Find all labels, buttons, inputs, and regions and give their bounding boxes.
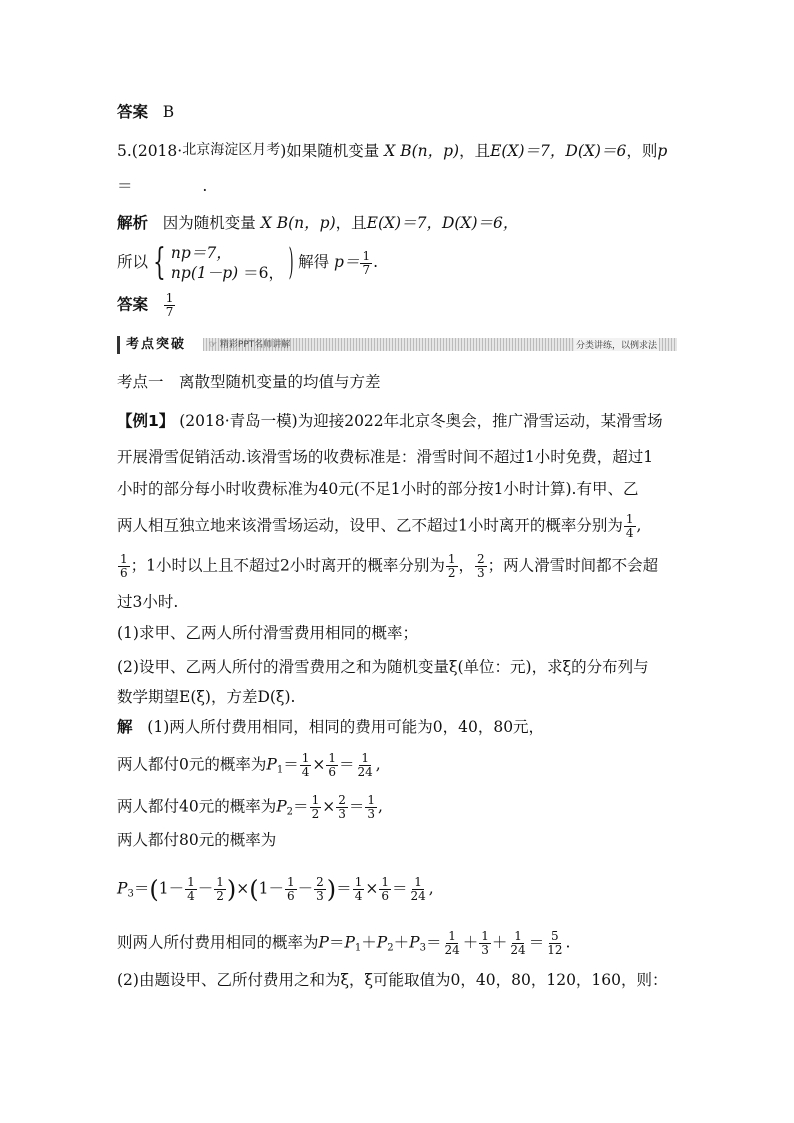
fraction-denominator: 4 — [625, 526, 634, 540]
q5-text-3: ，则 — [626, 142, 658, 160]
fraction-denominator: 7 — [165, 305, 174, 319]
sol5-text: 因为随机变量 — [162, 214, 256, 232]
fraction-denominator: 6 — [328, 765, 336, 779]
system-row-2a: np — [170, 264, 191, 282]
solution-5-system: 所以 { np＝7， np(1－p) ＝6， ) 解得 p＝ $\frac{1}{7}$ . — [117, 242, 379, 283]
fraction-numerator: 5 — [551, 929, 559, 943]
fraction-denominator: 7 — [362, 262, 371, 277]
solution-line-4: 两人都付80元的概率为 — [117, 831, 277, 849]
example-line-2: 开展滑雪促销活动.该滑雪场的收费标准是：滑雪时间不超过1小时免费，超过1 — [117, 448, 654, 466]
solution-text-1: (1)两人所付费用相同，相同的费用可能为0，40，80元， — [147, 718, 545, 736]
fraction — [310, 794, 322, 821]
fraction-numerator: 1 — [311, 793, 320, 807]
question-part-1: (1)求甲、乙两人所付滑雪费用相同的概率； — [117, 624, 418, 642]
fraction — [326, 752, 338, 779]
fraction-numerator: 1 — [216, 875, 224, 889]
sol5-fraction — [360, 250, 372, 277]
fraction-denominator: 2 — [216, 889, 224, 903]
solution-text-6: 则两人所付费用相同的概率为 — [117, 933, 319, 952]
fraction-numerator: 2 — [338, 793, 346, 807]
fraction — [314, 876, 326, 903]
fraction-numerator: 1 — [367, 793, 375, 807]
example-line-3: 小时的部分每小时收费标准为40元(不足1小时的部分按1小时计算).有甲、乙 — [117, 480, 639, 498]
section-title: 考点一 离散型随机变量的均值与方差 — [117, 373, 381, 391]
fraction-2-3 — [475, 553, 487, 580]
example-line-4: 两人相互独立地来该滑雪场运动，设甲、乙不超过1小时离开的概率分别为 $\frac{1}{4}$ , — [117, 512, 642, 540]
q5-equals: ＝ — [117, 177, 133, 195]
fraction-numerator: 1 — [328, 751, 336, 765]
system-row-2b: (1－p) — [190, 264, 239, 282]
fraction — [356, 752, 375, 779]
fraction-1-2 — [446, 553, 458, 580]
fraction — [479, 930, 491, 957]
example-line-6: 过3小时. — [117, 593, 179, 611]
fraction-numerator: 1 — [448, 929, 456, 943]
fraction-numerator: 1 — [362, 248, 371, 263]
fraction-denominator: 2 — [311, 807, 320, 821]
fraction-numerator: 1 — [165, 291, 174, 305]
answer-fraction — [164, 292, 176, 319]
q5-source: 北京海淀区月考 — [182, 142, 281, 158]
sol5-distribution: B(n，p) — [276, 214, 336, 232]
sol5-result: p＝ — [334, 253, 360, 271]
fraction — [545, 930, 564, 957]
analysis-label: 解析 — [117, 214, 149, 232]
fraction-denominator: 6 — [381, 889, 389, 903]
fraction-denominator: 2 — [447, 566, 456, 580]
question-5-line-2 — [117, 176, 207, 196]
fraction-numerator: 1 — [120, 552, 128, 566]
fraction — [185, 876, 197, 903]
fraction-1-4 — [624, 513, 636, 540]
system-row-1: np＝7， — [170, 244, 232, 262]
answer-line-2 — [117, 292, 176, 319]
solution-text-3: 两人都付40元的概率为 — [117, 797, 277, 816]
answer-value: B — [162, 103, 175, 121]
q5-text: )如果随机变量 — [280, 142, 380, 160]
solution-line-7: (2)由题设甲、乙所付费用之和为ξ，ξ可能取值为0，40，80，120，160，则： — [117, 971, 668, 989]
sol5-get: 解得 — [298, 253, 330, 271]
section-banner — [117, 336, 677, 354]
fraction-denominator: 3 — [316, 889, 324, 903]
fraction-numerator: 1 — [287, 875, 295, 889]
example-text-4: 两人相互独立地来该滑雪场运动，设甲、乙不超过1小时离开的概率分别为 — [117, 516, 623, 535]
solution-text-2: 两人都付0元的概率为 — [117, 755, 267, 774]
fraction-denominator: 3 — [367, 807, 375, 821]
fraction-denominator: 24 — [444, 943, 460, 957]
example-text-5c: ；两人滑雪时间都不会超 — [487, 556, 659, 575]
q5-distribution: B(n，p) — [400, 142, 460, 160]
q5-prefix: 5.(2018· — [117, 142, 183, 160]
fraction-numerator: 2 — [316, 875, 324, 889]
fraction-numerator: 1 — [447, 552, 456, 566]
example-text-5: ；1小时以上且不超过2小时离开的概率分别为 — [130, 556, 445, 575]
fraction — [442, 930, 461, 957]
right-bracket: ) — [288, 242, 294, 283]
fraction — [285, 876, 297, 903]
banner-title: 考点突破 — [117, 336, 186, 354]
fraction — [408, 876, 427, 903]
question-5-line-1 — [117, 140, 667, 161]
fraction-numerator: 1 — [414, 875, 422, 889]
sol5-text-2: ，且 — [335, 214, 367, 232]
example-text-1: (2018·青岛一模)为迎接2022年北京冬奥会，推广滑雪运动，某滑雪场 — [179, 412, 663, 430]
banner-right-text: 分类讲练，以例求法 — [574, 338, 659, 351]
fraction-numerator: 1 — [361, 751, 369, 765]
solution-line-5: $P_3=(1-$ $\frac{1}{4}$ － $\frac{1}{2}$ )×(1－ $\frac{1}{6}$ － $\frac{2}{3}$ )＝ $\frac{1}{4}$ × $\frac{1}{6}$ ＝ $\frac{1}{24}$ , — [117, 875, 434, 904]
answer-line-1 — [117, 102, 174, 122]
fraction — [508, 930, 527, 957]
fraction-denominator: 24 — [410, 889, 426, 903]
fraction — [214, 876, 226, 903]
system-row-2c: ＝6， — [243, 264, 285, 282]
answer-label-2: 答案 — [117, 295, 149, 314]
question-part-2a: (2)设甲、乙两人所付的滑雪费用之和为随机变量ξ(单位：元)，求ξ的分布列与 — [117, 658, 649, 676]
sol5-expectation: E(X)＝7，D(X)＝6， — [366, 214, 519, 232]
solution-line-1 — [117, 717, 544, 737]
fraction-denominator: 24 — [357, 765, 373, 779]
fraction-denominator: 4 — [187, 889, 195, 903]
fraction-denominator: 6 — [120, 566, 128, 580]
fraction-numerator: 1 — [187, 875, 195, 889]
example-label: 【例1】 — [117, 412, 175, 430]
fraction-denominator: 12 — [547, 943, 563, 957]
answer-label: 答案 — [117, 103, 149, 121]
solution-line-6: 则两人所付费用相同的概率为$P=P_1+P_2+P_3=$ $\frac{1}{24}$ ＋ $\frac{1}{3}$ ＋ $\frac{1}{24}$ ＝ $\frac{5}{12}$ . — [117, 929, 571, 957]
example-line-1 — [117, 411, 663, 431]
fraction-denominator: 3 — [338, 807, 346, 821]
q5-p: p — [657, 142, 668, 160]
left-brace: { — [153, 242, 166, 283]
fraction-denominator: 24 — [510, 943, 526, 957]
q5-variable: X — [384, 142, 396, 160]
example-line-5: $\frac{1}{6}$ ；1小时以上且不超过2小时离开的概率分别为 $\frac{1}{2}$ ， $\frac{2}{3}$ ；两人滑雪时间都不会超 — [120, 552, 659, 580]
equation-system — [148, 243, 298, 283]
fraction-numerator: 1 — [481, 929, 489, 943]
solution-5-line-1 — [117, 213, 518, 233]
q5-period: . — [202, 177, 208, 195]
solution-label: 解 — [117, 718, 133, 736]
fraction — [365, 794, 377, 821]
fraction-denominator: 3 — [481, 943, 489, 957]
fraction — [336, 794, 348, 821]
fraction-denominator: 3 — [477, 566, 485, 580]
fraction — [353, 876, 365, 903]
fraction-denominator: 4 — [301, 765, 310, 779]
fraction-numerator: 1 — [625, 512, 634, 526]
fraction-1-6 — [118, 553, 130, 580]
fraction-numerator: 1 — [514, 929, 522, 943]
sol5-so: 所以 — [117, 253, 149, 271]
banner-subtitle: ☞ 精彩PPT名师讲解 — [209, 340, 291, 350]
solution-line-3: 两人都付40元的概率为$P_2=$ $\frac{1}{2}$ × $\frac{2}{3}$ ＝ $\frac{1}{3}$ , — [117, 793, 383, 821]
fraction-denominator: 4 — [354, 889, 363, 903]
q5-text-2: ，且 — [459, 142, 491, 160]
sol5-variable: X — [260, 214, 272, 232]
fraction — [300, 752, 312, 779]
fraction-numerator: 1 — [354, 875, 363, 889]
q5-expectation: E(X)＝7，D(X)＝6 — [490, 142, 627, 160]
fraction-numerator: 1 — [381, 875, 389, 889]
question-part-2b: 数学期望E(ξ)，方差D(ξ). — [117, 688, 296, 706]
fraction-denominator: 6 — [287, 889, 295, 903]
fraction-numerator: 1 — [301, 751, 310, 765]
fraction-numerator: 2 — [477, 552, 485, 566]
solution-line-2: 两人都付0元的概率为$P_1=$ $\frac{1}{4}$ × $\frac{1}{6}$ ＝ $\frac{1}{24}$ , — [117, 751, 381, 779]
fraction — [379, 876, 391, 903]
